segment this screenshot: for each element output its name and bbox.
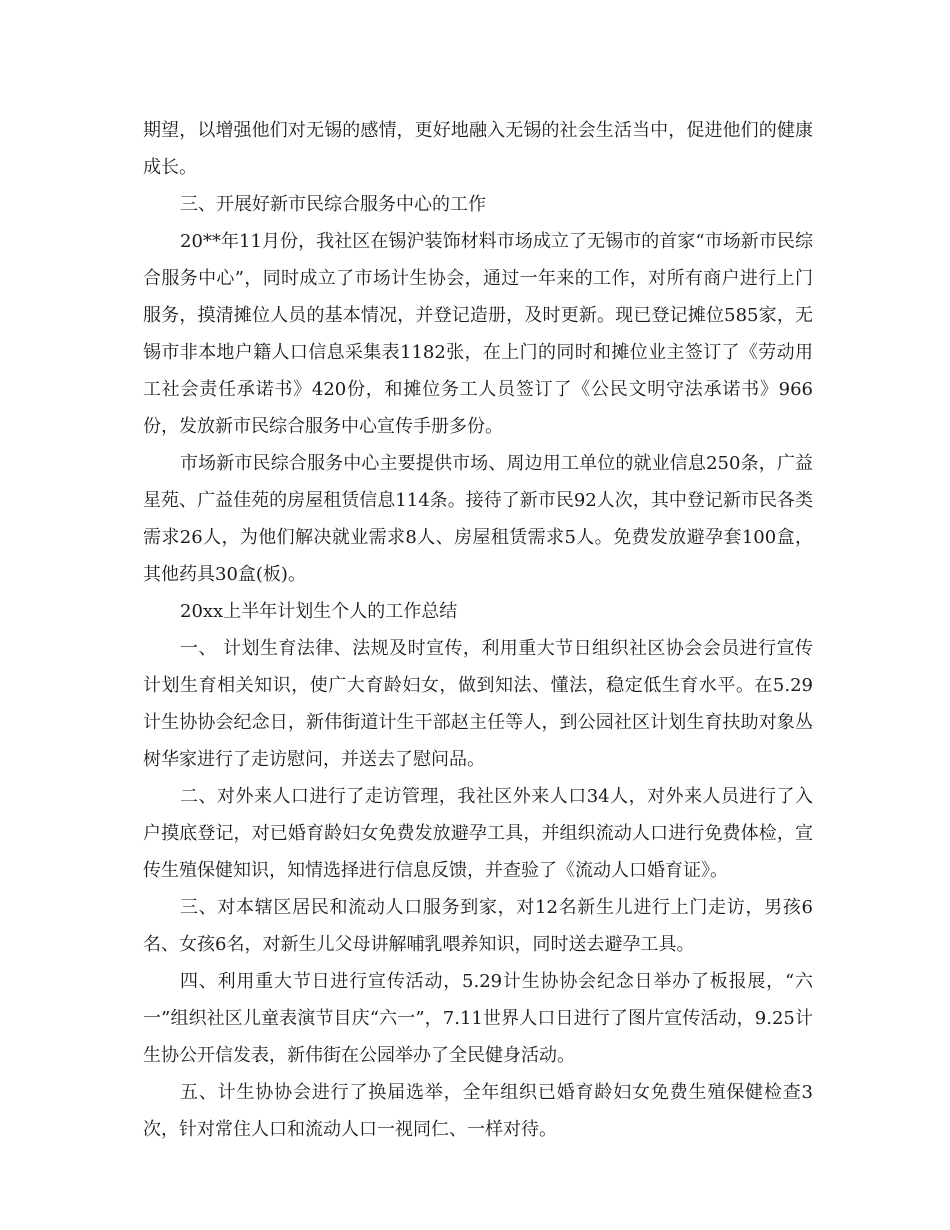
document-body [143,112,813,1148]
paragraph: 五、计生协协会进行了换届选举，全年组织已婚育龄妇女免费生殖保健检查3次，针对常住人口和流动人口一视同仁、一样对待。 [143,1082,813,1140]
document-subtitle: 20xx上半年计划生个人的工作总结 [180,601,458,622]
section-heading-3: 三、开展好新市民综合服务中心的工作 [180,194,486,215]
paragraph: 二、对外来人口进行了走访管理，我社区外来人口34人，对外来人员进行了入户摸底登记，对已婚育龄妇女免费发放避孕工具，并组织流动人口进行免费体检，宣传生殖保健知识，知情选择进行信息反馈，并查验了《流动人口婚育证》。 [143,786,813,881]
paragraph: 四、利用重大节日进行宣传活动，5.29计生协协会纪念日举办了板报展，“六一”组织社区儿童表演节目庆“六一”，7.11世界人口日进行了图片宣传活动，9.25计生协公开信发表，新伟街在公园举办了全民健身活动。 [143,971,813,1066]
paragraph: 三、对本辖区居民和流动人口服务到家，对12名新生儿进行上门走访，男孩6名、女孩6名，对新生儿父母讲解哺乳喂养知识，同时送去避孕工具。 [143,897,813,955]
paragraph-continuation: 期望，以增强他们对无锡的感情，更好地融入无锡的社会生活当中，促进他们的健康成长。 [143,120,813,178]
paragraph: 市场新市民综合服务中心主要提供市场、周边用工单位的就业信息250条，广益星苑、广益佳苑的房屋租赁信息114条。接待了新市民92人次，其中登记新市民各类需求26人，为他们解决就业需求8人、房屋租赁需求5人。免费发放避孕套100盒，其他药具30盒(板)。 [143,453,813,585]
paragraph: 20**年11月份，我社区在锡沪装饰材料市场成立了无锡市的首家“市场新市民综合服务中心”，同时成立了市场计生协会，通过一年来的工作，对所有商户进行上门服务，摸清摊位人员的基本情况，并登记造册，及时更新。现已登记摊位585家，无锡市非本地户籍人口信息采集表1182张，在上门的同时和摊位业主签订了《劳动用工社会责任承诺书》420份，和摊位务工人员签订了《公民文明守法承诺书》966份，发放新市民综合服务中心宣传手册多份。 [143,231,813,437]
paragraph: 一、 计划生育法律、法规及时宣传，利用重大节日组织社区协会会员进行宣传计划生育相关知识，使广大育龄妇女，做到知法、懂法，稳定低生育水平。在5.29计生协协会纪念日，新伟街道计生干部赵主任等人，到公园社区计划生育扶助对象丛树华家进行了走访慰问，并送去了慰问品。 [143,638,813,770]
